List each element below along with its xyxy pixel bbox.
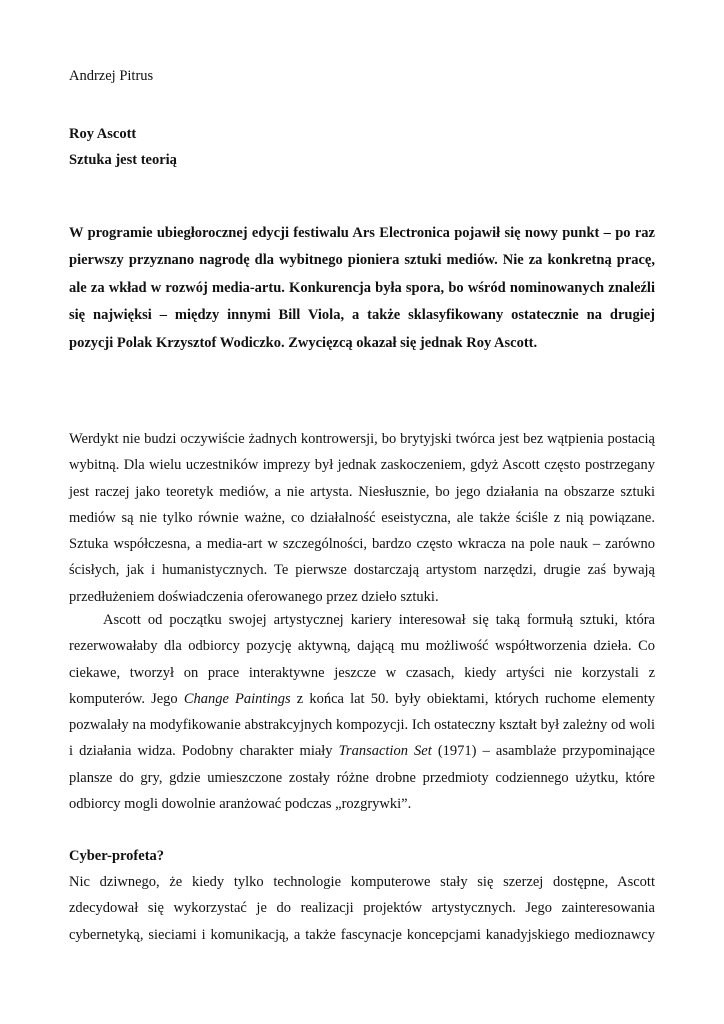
paragraph-line: Nic dziwnego, że kiedy tylko technologie komputerowe stały się szerzej dostępne, Ascott <box>69 874 655 890</box>
article-heading <box>69 121 177 173</box>
lead-line: W programie ubiegłorocznej edycji festiwalu Ars Electronica pojawił się nowy punkt – po raz <box>69 225 655 241</box>
document-author: Andrzej Pitrus <box>69 68 154 84</box>
paragraph-line: Ascott od początku swojej artystycznej kariery interesował się taką formułą sztuki, która <box>103 612 655 628</box>
paragraph-line <box>69 738 655 764</box>
paragraph-3 <box>69 869 655 948</box>
paragraph-line: wybitną. Dla wielu uczestników imprezy był jednak zaskoczeniem, gdyż Ascott często postrzegany <box>69 457 655 474</box>
lead-line: pozycji Polak Krzysztof Wodiczko. Zwycięzcą okazał się jednak Roy Ascott. <box>69 334 538 351</box>
paragraph-line: jest raczej jako teoretyk mediów, a nie artysta. Niesłusznie, bo jego działania na obszarze sztuki <box>69 483 655 500</box>
paragraph-line <box>69 686 655 712</box>
artwork-title-change-paintings: Change Paintings <box>183 690 291 707</box>
text-run: (1971) – asamblaże przypominające <box>431 743 655 760</box>
paragraph-line: przedłużeniem doświadczenia oferowanego przez dzieło sztuki. <box>69 588 439 605</box>
paragraph-line: cybernetyką, sieciami i komunikacją, a także fascynacje koncepcjami kanadyjskiego medioznawcy <box>69 926 655 943</box>
lead-line: ale za wkład w rozwój media-artu. Konkurencja była spora, bo wśród nominowanych znaleźli <box>69 279 655 296</box>
paragraph-line: ciekawe, tworzył on prace interaktywne jeszcze w czasach, kiedy artyści nie korzystali z <box>69 664 655 681</box>
paragraph-line: rezerwowałaby dla odbiorcy pozycję aktywną, dającą mu możliwość współtworzenia dzieła. Co <box>69 638 655 655</box>
text-run: z końca lat 50. były obiektami, których ruchome elementy <box>290 690 655 707</box>
paragraph-line: mediów są nie tylko równie ważne, co działalność eseistyczna, ale także ściśle z nią powiązane. <box>69 509 655 526</box>
lead-line: się najwięksi – między innymi Bill Viola, a także sklasyfikowany ostatecznie na drugiej <box>69 307 655 324</box>
section-heading: Cyber-profeta? <box>69 848 165 864</box>
paragraph-line: zdecydował się wykorzystać je do realizacji projektów artystycznych. Jego zainteresowania <box>69 900 655 917</box>
text-run: i działania widza. Podobny charakter miały <box>69 743 339 760</box>
lead-line: pierwszy przyznano nagrodę dla wybitnego pioniera sztuki mediów. Nie za konkretną pracę, <box>69 252 655 269</box>
artwork-title-transaction-set: Transaction Set <box>338 743 432 760</box>
paragraph-line: odbiorcy mogli dowolnie aranżować podczas „rozgrywki”. <box>69 796 412 813</box>
paragraph-line: plansze do gry, gdzie umieszczone zostały różne drobne przedmioty codziennego użytku, które <box>69 769 655 786</box>
paragraph-line: Sztuka współczesna, a media-art w szczególności, bardzo często wkracza na pole nauk – zarówno <box>69 536 655 553</box>
paragraph-2 <box>69 607 655 817</box>
paragraph-line: ścisłych, jak i humanistycznych. Te pierwsze dostarczają artystom narzędzi, drugie zaś bywają <box>69 562 655 579</box>
paragraph-line: Werdykt nie budzi oczywiście żadnych kontrowersji, bo brytyjski twórca jest bez wątpienia postacią <box>69 431 655 447</box>
article-title: Sztuka jest teorią <box>69 152 177 168</box>
text-run: komputerów. Jego <box>69 690 184 707</box>
lead-paragraph <box>69 220 655 357</box>
paragraph-line: pozwalały na modyfikowanie abstrakcyjnych kompozycji. Ich ostateczny kształt był zależny od woli <box>69 717 655 734</box>
paragraph-1 <box>69 426 655 610</box>
article-subject-name: Roy Ascott <box>69 126 137 142</box>
